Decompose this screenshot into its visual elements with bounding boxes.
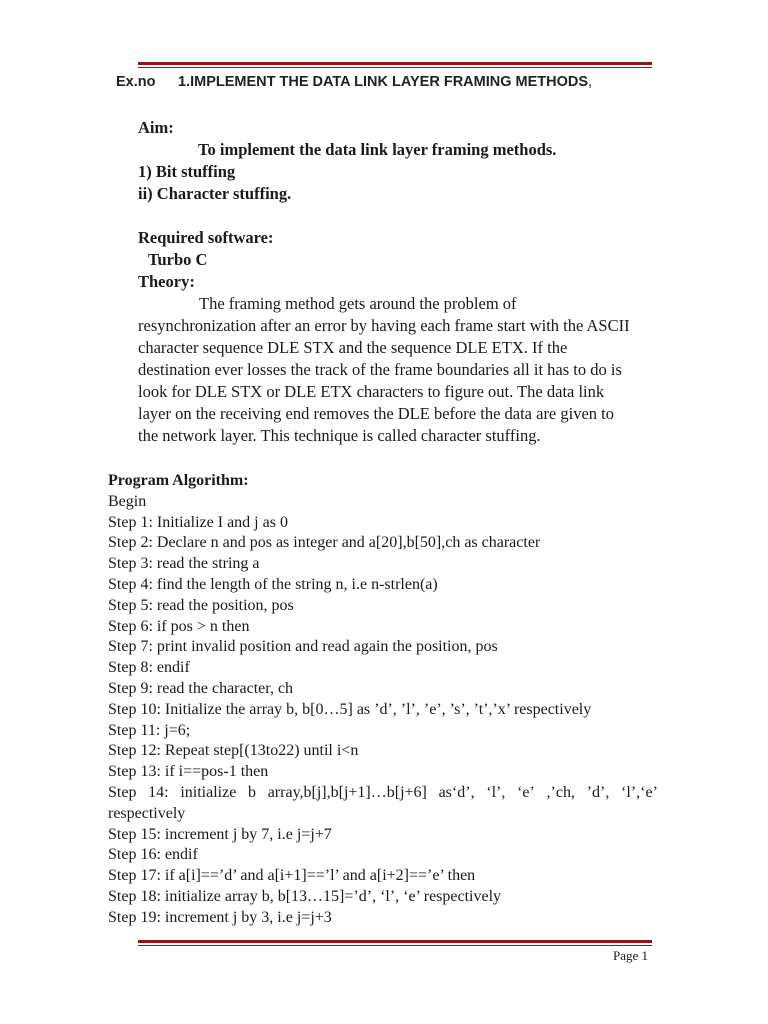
- algorithm-step: Step 18: initialize array b, b[13…15]=’d’, ‘l’, ‘e’ respectively: [108, 887, 502, 905]
- step14-word: Step: [108, 783, 137, 801]
- algorithm-step: Step 4: find the length of the string n, i.e n-strlen(a): [108, 575, 438, 593]
- algorithm-begin: Begin: [108, 492, 147, 510]
- algorithm-step-14: [108, 783, 658, 804]
- aim-item: ii) Character stuffing.: [138, 184, 292, 203]
- aim-section: [138, 117, 556, 205]
- algorithm-step: Step 16: endif: [108, 846, 198, 864]
- algorithm-step: Step 11: j=6;: [108, 721, 191, 739]
- theory-paragraph: The framing method gets around the problem of resynchronization after an error by having each frame start with the ASCII character sequence DLE STX and the sequence DLE ETX. If the destination ever losses the track of the frame boundaries all it has to do is look for DLE STX or DLE ETX characters to figure out. The data link layer on the receiving end removes the DLE before the data are given to the network layer. This technique is called character stuffing.: [138, 294, 630, 445]
- exercise-number-label: Ex.no: [116, 74, 156, 90]
- theory-paragraph-block: [138, 293, 638, 447]
- page-number: Page 1: [613, 948, 649, 963]
- algorithm-step: Step 13: if i==pos-1 then: [108, 763, 269, 781]
- step14-word: ‘e’: [517, 783, 535, 801]
- step14-word: array,b[j],b[j+1]…b[j+6]: [267, 783, 427, 801]
- page-header: [116, 74, 592, 90]
- step14-word: ‘l’,: [486, 783, 506, 801]
- algorithm-step: Step 7: print invalid position and read again the position, pos: [108, 638, 498, 656]
- algorithm-step: Step 3: read the string a: [108, 555, 260, 573]
- algorithm-label: Program Algorithm:: [108, 472, 249, 489]
- exercise-title: 1.IMPLEMENT THE DATA LINK LAYER FRAMING METHODS: [178, 74, 589, 90]
- step14-word: b: [248, 783, 256, 801]
- software-name: Turbo C: [148, 250, 208, 269]
- algorithm-step: Step 2: Declare n and pos as integer and a[20],b[50],ch as character: [108, 534, 541, 552]
- theory-label: Theory:: [138, 272, 195, 291]
- algorithm-step-14-continuation: respectively: [108, 804, 186, 822]
- algorithm-step: Step 5: read the position, pos: [108, 596, 294, 614]
- required-software-section: [138, 227, 274, 293]
- algorithm-step: Step 12: Repeat step[(13to22) until i<n: [108, 742, 359, 760]
- algorithm-step: Step 8: endif: [108, 659, 190, 677]
- footer-rule: [138, 940, 652, 946]
- algorithm-step: Step 10: Initialize the array b, b[0…5] as ’d’, ’l’, ’e’, ’s’, ’t’,’x’ respectively: [108, 700, 592, 718]
- step14-word: ’d’,: [586, 783, 610, 801]
- algorithm-step: Step 15: increment j by 7, i.e j=j+7: [108, 825, 332, 843]
- required-software-label: Required software:: [138, 228, 274, 247]
- header-comma: ,: [588, 74, 593, 90]
- step14-word: ,’ch,: [546, 783, 575, 801]
- algorithm-step: Step 6: if pos > n then: [108, 617, 250, 635]
- step14-word: 14:: [148, 783, 169, 801]
- aim-item: 1) Bit stuffing: [138, 162, 236, 181]
- algorithm-step: Step 19: increment j by 3, i.e j=j+3: [108, 908, 332, 926]
- aim-label: Aim:: [138, 118, 174, 137]
- algorithm-section: [108, 471, 658, 929]
- aim-text: To implement the data link layer framing methods.: [198, 140, 557, 159]
- step14-word: initialize: [180, 783, 237, 801]
- algorithm-step: Step 17: if a[i]==’d’ and a[i+1]==’l’ and a[i+2]==’e’ then: [108, 867, 476, 885]
- step14-word: ‘l’,‘e’: [621, 783, 658, 801]
- algorithm-step: Step 9: read the character, ch: [108, 679, 294, 697]
- header-rule: [138, 62, 652, 68]
- algorithm-step: Step 1: Initialize I and j as 0: [108, 513, 288, 531]
- step14-word: as‘d’,: [438, 783, 475, 801]
